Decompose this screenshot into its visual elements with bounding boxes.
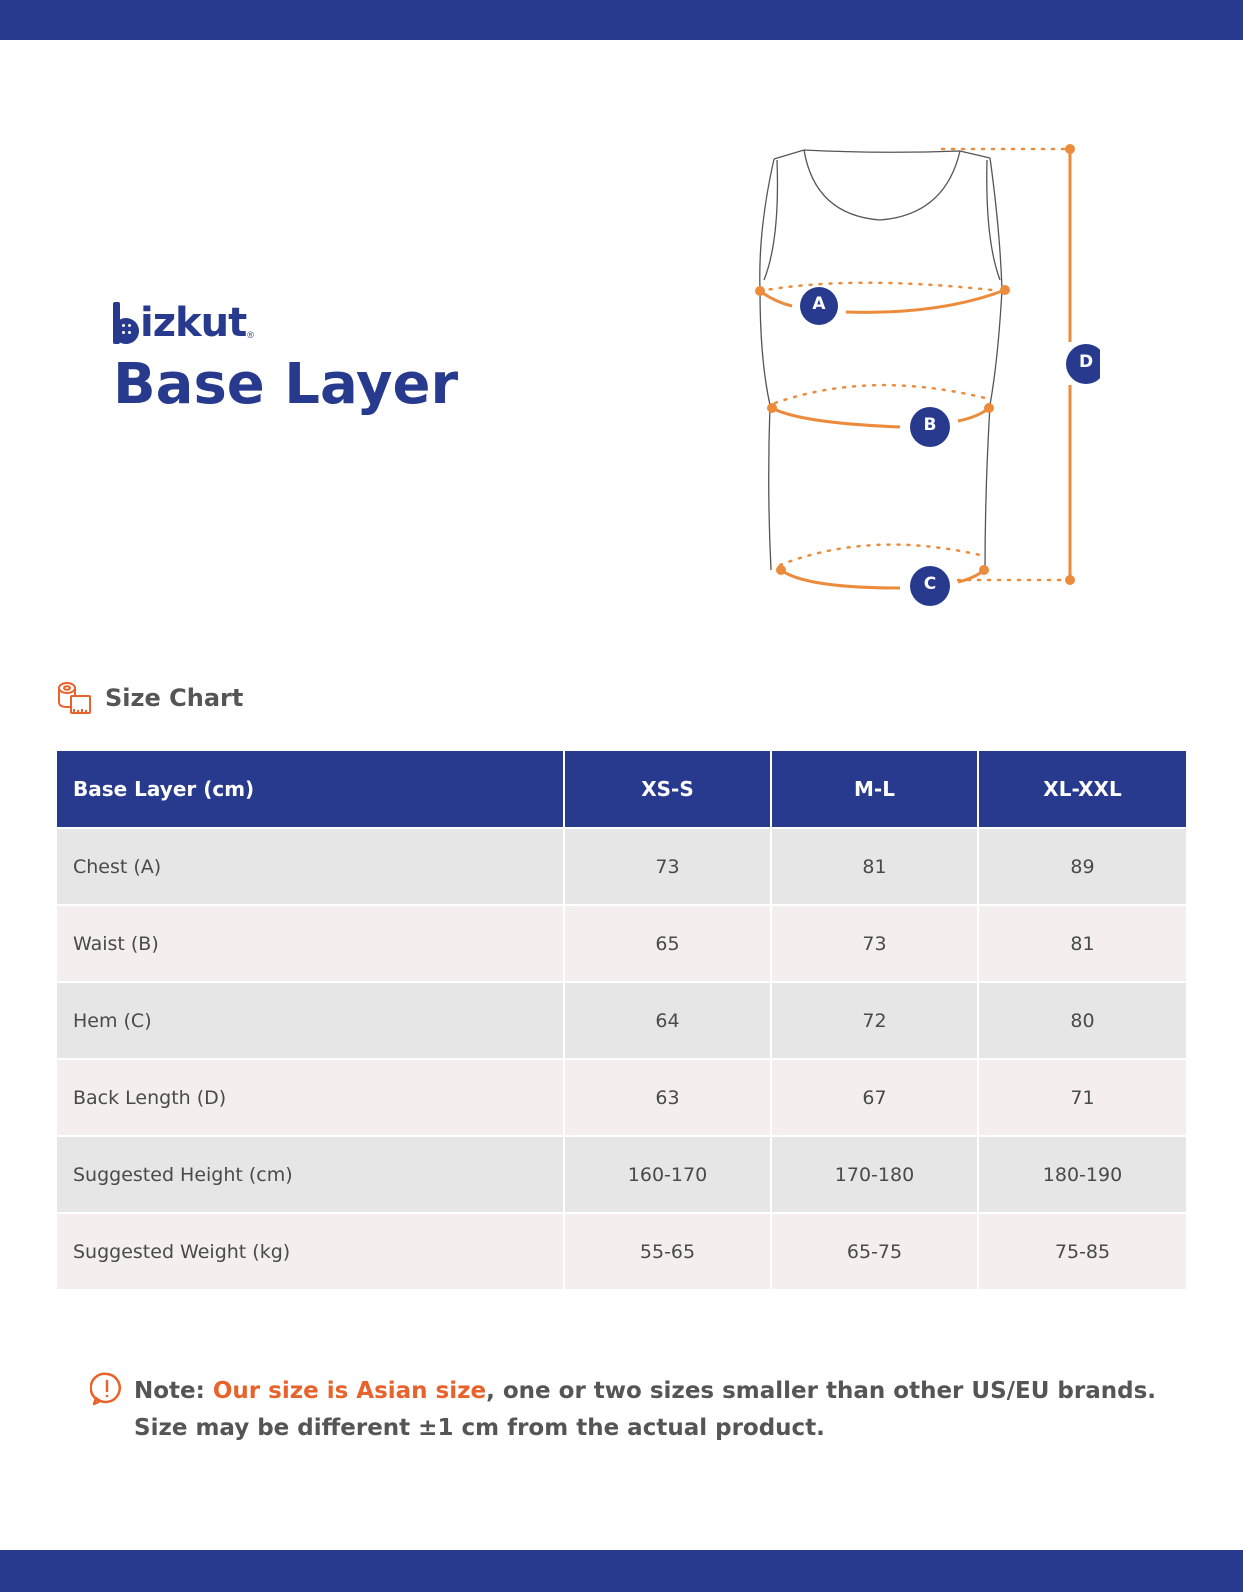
measuring-tape-icon [57, 680, 93, 716]
note-line-1 [134, 1373, 1156, 1410]
cell-value: 71 [978, 1059, 1186, 1136]
size-chart-title: Size Chart [105, 684, 244, 712]
cell-value: 65 [564, 905, 771, 982]
row-label: Suggested Height (cm) [57, 1136, 564, 1213]
size-chart-table [57, 751, 1186, 1291]
table-row-back-length [57, 1059, 1186, 1136]
size-chart-heading [57, 680, 243, 716]
registered-mark: ® [247, 330, 254, 340]
bottom-banner-bar [0, 1550, 1243, 1592]
cell-value: 75-85 [978, 1213, 1186, 1290]
cell-value: 55-65 [564, 1213, 771, 1290]
tank-top-outline-icon [760, 150, 1002, 570]
cell-value: 81 [978, 905, 1186, 982]
cell-value: 72 [771, 982, 978, 1059]
logo-button-b-icon [113, 302, 139, 344]
badge-c-label: C [923, 574, 937, 594]
badge-a-label: A [812, 294, 826, 314]
product-title: Base Layer [113, 352, 459, 417]
table-row-suggested-weight [57, 1213, 1186, 1290]
column-header-m-l: M-L [771, 751, 978, 828]
cell-value: 89 [978, 828, 1186, 905]
garment-measurement-diagram [730, 130, 1100, 610]
top-banner-bar [0, 0, 1243, 40]
badge-d-label: D [1078, 352, 1094, 372]
badge-b-label: B [923, 415, 937, 435]
cell-value: 65-75 [771, 1213, 978, 1290]
note-rest: , one or two sizes smaller than other US/EU brands. [486, 1378, 1157, 1404]
brand-block [113, 296, 458, 416]
cell-value: 160-170 [564, 1136, 771, 1213]
table-row-chest [57, 828, 1186, 905]
alert-bubble-icon [90, 1371, 124, 1407]
cell-value: 170-180 [771, 1136, 978, 1213]
logo-wordmark: izkut [140, 300, 247, 346]
row-label: Waist (B) [57, 905, 564, 982]
row-label: Chest (A) [57, 828, 564, 905]
cell-value: 81 [771, 828, 978, 905]
note-prefix: Note: [134, 1378, 213, 1404]
bizkut-logo [113, 296, 458, 344]
note-highlight: Our size is Asian size [212, 1378, 487, 1404]
note-line-2: Size may be different ±1 cm from the actual product. [134, 1415, 825, 1441]
column-header-measurement: Base Layer (cm) [57, 751, 564, 828]
cell-value: 73 [564, 828, 771, 905]
row-label: Hem (C) [57, 982, 564, 1059]
cell-value: 73 [771, 905, 978, 982]
cell-value: 63 [564, 1059, 771, 1136]
cell-value: 180-190 [978, 1136, 1186, 1213]
cell-value: 64 [564, 982, 771, 1059]
column-header-xl-xxl: XL-XXL [978, 751, 1186, 828]
row-label: Back Length (D) [57, 1059, 564, 1136]
cell-value: 67 [771, 1059, 978, 1136]
row-label: Suggested Weight (kg) [57, 1213, 564, 1290]
table-row-suggested-height [57, 1136, 1186, 1213]
column-header-xs-s: XS-S [564, 751, 771, 828]
sizing-note [90, 1373, 1156, 1447]
table-row-hem [57, 982, 1186, 1059]
table-row-waist [57, 905, 1186, 982]
cell-value: 80 [978, 982, 1186, 1059]
table-header-row [57, 751, 1186, 828]
